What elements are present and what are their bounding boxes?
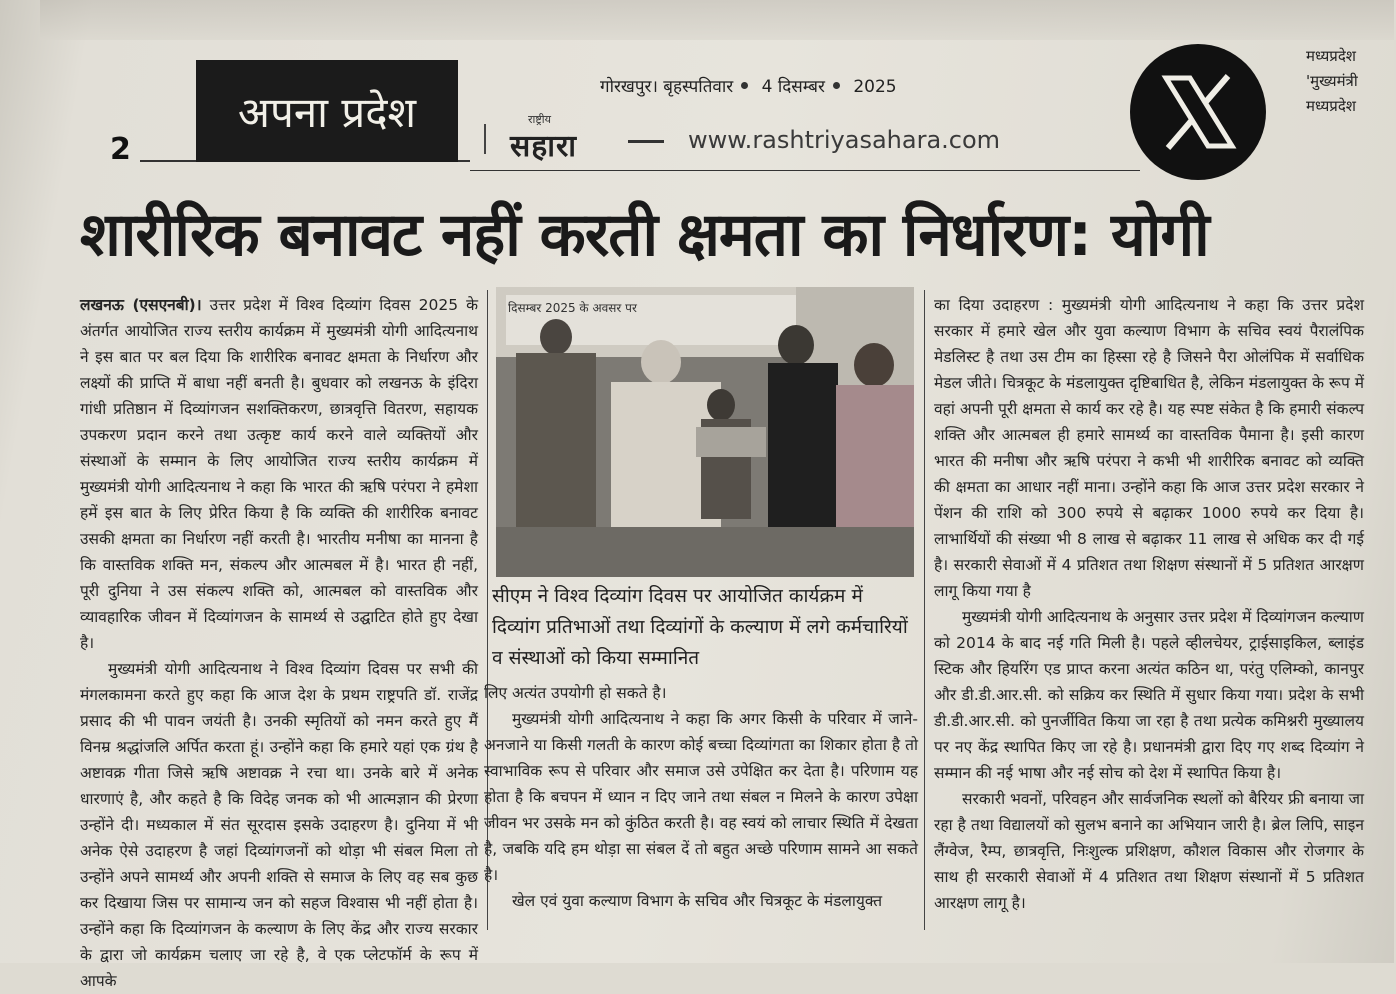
section-title: अपना प्रदेश xyxy=(196,60,458,162)
masthead-rule xyxy=(470,170,1140,171)
photo-caption: सीएम ने विश्व दिव्यांग दिवस पर आयोजित कार्यक्रम में दिव्यांग प्रतिभाओं तथा दिव्यांगों के कल्याण में लगे कर्मचारियों व संस्थाओं को किया सम्मानित xyxy=(492,585,908,669)
side-note-line: मध्यप्रदेश xyxy=(1306,47,1357,65)
article-paragraph xyxy=(80,292,478,656)
article-column-3 xyxy=(934,292,1364,940)
photo-banner-text: दिसम्बर 2025 के अवसर पर xyxy=(508,301,637,315)
masthead-bar xyxy=(628,140,664,143)
masthead xyxy=(478,110,1001,166)
masthead-divider xyxy=(484,124,486,154)
separator-dot xyxy=(833,82,840,89)
separator-dot xyxy=(741,82,748,89)
article-paragraph: मुख्यमंत्री योगी आदित्यनाथ ने कहा कि अगर किसी के परिवार में जाने-अनजाने या किसी गलती के कारण कोई बच्चा दिव्यांगता का शिकार होता है तो स्वाभाविक रूप से परिवार और समाज उसे उपेक्षित कर देता है। परिणाम यह होता है कि बचपन में ध्यान न दिए जाने तथा संबल न मिलने के कारण उपेक्षा जीवन भर उसके मन को कुंठित करती है। वह स्वयं को लाचार स्थिति में देखता है, जबकि यदि हम थोड़ा सा संबल दें तो बहुत अच्छे परिणाम सामने आ सकते है। xyxy=(484,710,918,884)
side-note-line: 'मुख्यमंत्री xyxy=(1306,72,1358,90)
article-text: उत्तर प्रदेश में विश्व दिव्यांग दिवस 2025 के अंतर्गत आयोजित राज्य स्तरीय कार्यक्रम में मुख्यमंत्री योगी आदित्यनाथ ने इस बात पर बल दिया कि शारीरिक बनावट क्षमता के निर्धारण और लक्ष्यों की प्राप्ति में बाधा नहीं बनती है। बुधवार को लखनऊ के इंदिरा गांधी प्रतिष्ठान में दिव्यांगजन सशक्तिकरण, छात्रवृत्ति वितरण, सहायक उपकरण प्रदान करने तथा उत्कृष्ट कार्य करने वाले व्यक्तियों और संस्थाओं के सम्मान के लिए आयोजित राज्य स्तरीय कार्यक्रम में मुख्यमंत्री योगी आदित्यनाथ ने कहा कि भारत की ऋषि परंपरा ने हमेशा हमें इस बात के लिए प्रेरित किया है कि व्यक्ति की शारीरिक बनावट उसकी क्षमता का निर्धारण नहीं करती है। भारतीय मनीषा का मानना है कि वास्तविक शक्ति मन, संकल्प और आत्मबल में है। भारत ही नहीं, पूरी दुनिया ने उस संकल्प शक्ति को, आत्मबल को वास्तविक और व्यावहारिक जीवन में दिव्यांगजन के सामर्थ्य से उद्घाटित होते हुए देखा है। xyxy=(80,296,478,652)
article-paragraph: मुख्यमंत्री योगी आदित्यनाथ ने विश्व दिव्यांग दिवस पर सभी की मंगलकामना करते हुए कहा कि आज देश के प्रथम राष्ट्रपति डॉ. राजेंद्र प्रसाद की भी पावन जयंती है। उनकी स्मृतियों को नमन करते हुए मैं विनम्र श्रद्धांजलि अर्पित करता हूं। उन्होंने कहा कि हमारे यहां एक ग्रंथ है अष्टावक्र गीता जिसे ऋषि अष्टावक्र ने रचा था। उनके बारे में अनेक धारणाएं है, और कहते है कि विदेह जनक को भी आत्मज्ञान की प्रेरणा उन्होंने दी। मध्यकाल में संत सूरदास इसके उदाहरण है। दुनिया में भी अनेक ऐसे उदाहरण है जहां दिव्यांगजनों को थोड़ा भी संबल मिला तो उन्होंने अपने सामर्थ्य और अपनी शक्ति से समाज के लिए वह सब कुछ कर दिखाया जिस पर सामान्य जन को सहज विश्वास भी नहीं होता है। उन्होंने कहा कि दिव्यांगजन के कल्याण के लिए केंद्र और राज्य सरकार के द्वारा जो कार्यक्रम चलाए जा रहे है, वे एक प्लेटफॉर्म के रूप में आपके xyxy=(80,660,478,990)
article-paragraph: का दिया उदाहरण : मुख्यमंत्री योगी आदित्यनाथ ने कहा कि उत्तर प्रदेश सरकार में हमारे खेल और युवा कल्याण विभाग के सचिव स्वयं पैरालंपिक मेडलिस्ट है तथा उस टीम का हिस्सा रहे है जिसने पैरा ओलंपिक में सर्वाधिक मेडल जीते। चित्रकूट के मंडलायुक्त दृष्टिबाधित है, लेकिन मंडलायुक्त के रूप में वहां अपनी पूरी क्षमता से कार्य कर रहे है। यह स्पष्ट संकेत है कि हमारी संकल्प शक्ति और आत्मबल ही हमारे सामर्थ्य का वास्तविक पैमाना है। इसी कारण भारत की मनीषा और ऋषि परंपरा ने कभी भी शारीरिक बनावट को व्यक्ति की क्षमता का आधार नहीं माना। उन्होंने कहा कि आज उत्तर प्रदेश सरकार ने पेंशन की राशि को 300 रुपये से बढ़ाकर 1000 रुपये कर दिया है। लाभार्थियों की संख्या भी 8 लाख से बढ़ाकर 11 लाख से अधिक कर दी गई है। सरकारी सेवाओं में 4 प्रतिशत तथा शिक्षण संस्थानों में 5 प्रतिशत आरक्षण लागू किया गया है xyxy=(934,296,1364,600)
dateline-year: 2025 xyxy=(853,77,897,97)
article-paragraph: खेल एवं युवा कल्याण विभाग के सचिव और चित्रकूट के मंडलायुक्त xyxy=(512,892,883,910)
dateline-date: 4 दिसम्बर xyxy=(761,77,825,97)
article-column-1 xyxy=(80,292,478,990)
dateline-city: गोरखपुर। xyxy=(600,77,658,97)
article-paragraph: मुख्यमंत्री योगी आदित्यनाथ के अनुसार उत्तर प्रदेश में दिव्यांगजन कल्याण को 2014 के बाद नई गति मिली है। पहले व्हीलचेयर, ट्राईसाइकिल, ब्लाइंड स्टिक और हियरिंग एड प्राप्त करना अत्यंत कठिन था, परंतु एलिम्को, कानपुर और डी.डी.आर.सी. को सक्रिय कर स्थिति में सुधार किया गया। प्रदेश के सभी डी.डी.आर.सी. को पुनर्जीवित किया जा रहा है तथा प्रत्येक कमिश्नरी मुख्यालय पर नए केंद्र स्थापित किए जा रहे है। प्रधानमंत्री द्वारा दिए गए शब्द दिव्यांग ने सम्मान की नई भाषा और नई सोच को देश में स्थापित किया है। xyxy=(934,608,1364,782)
article-paragraph: लिए अत्यंत उपयोगी हो सकते है। xyxy=(484,684,667,702)
side-note xyxy=(1306,44,1396,119)
side-note-line: मध्यप्रदेश xyxy=(1306,97,1357,115)
dateline xyxy=(600,74,897,97)
article-dateline-lead: लखनऊ (एसएनबी)। xyxy=(80,296,202,314)
dateline-day: बृहस्पतिवार xyxy=(663,77,734,97)
masthead-logo: सहारा xyxy=(510,129,578,164)
article-column-2 xyxy=(484,680,918,944)
column-divider xyxy=(924,290,925,930)
article-paragraph: सरकारी भवनों, परिवहन और सार्वजनिक स्थलों को बैरियर फ्री बनाया जा रहा है तथा विद्यालयों को सुलभ बनाने का अभियान जारी है। ब्रेल लिपि, साइन लैंग्वेज, रैम्प, छात्रवृत्ति, निःशुल्क प्रशिक्षण, कौशल विकास और रोजगार के साथ ही सरकारी सेवाओं में 4 प्रतिशत तथा शिक्षण संस्थानों में 5 प्रतिशत आरक्षण लागू है। xyxy=(934,790,1364,912)
masthead-small-text: राष्ट्रीय xyxy=(528,113,552,126)
previous-page-strip xyxy=(40,0,1394,40)
event-photo xyxy=(496,287,914,577)
page-number: 2 xyxy=(110,132,131,167)
headline: शारीरिक बनावट नहीं करती क्षमता का निर्धारण: योगी xyxy=(80,200,1209,270)
masthead-url: www.rashtriyasahara.com xyxy=(688,126,1001,154)
x-logo-icon xyxy=(1128,42,1268,182)
